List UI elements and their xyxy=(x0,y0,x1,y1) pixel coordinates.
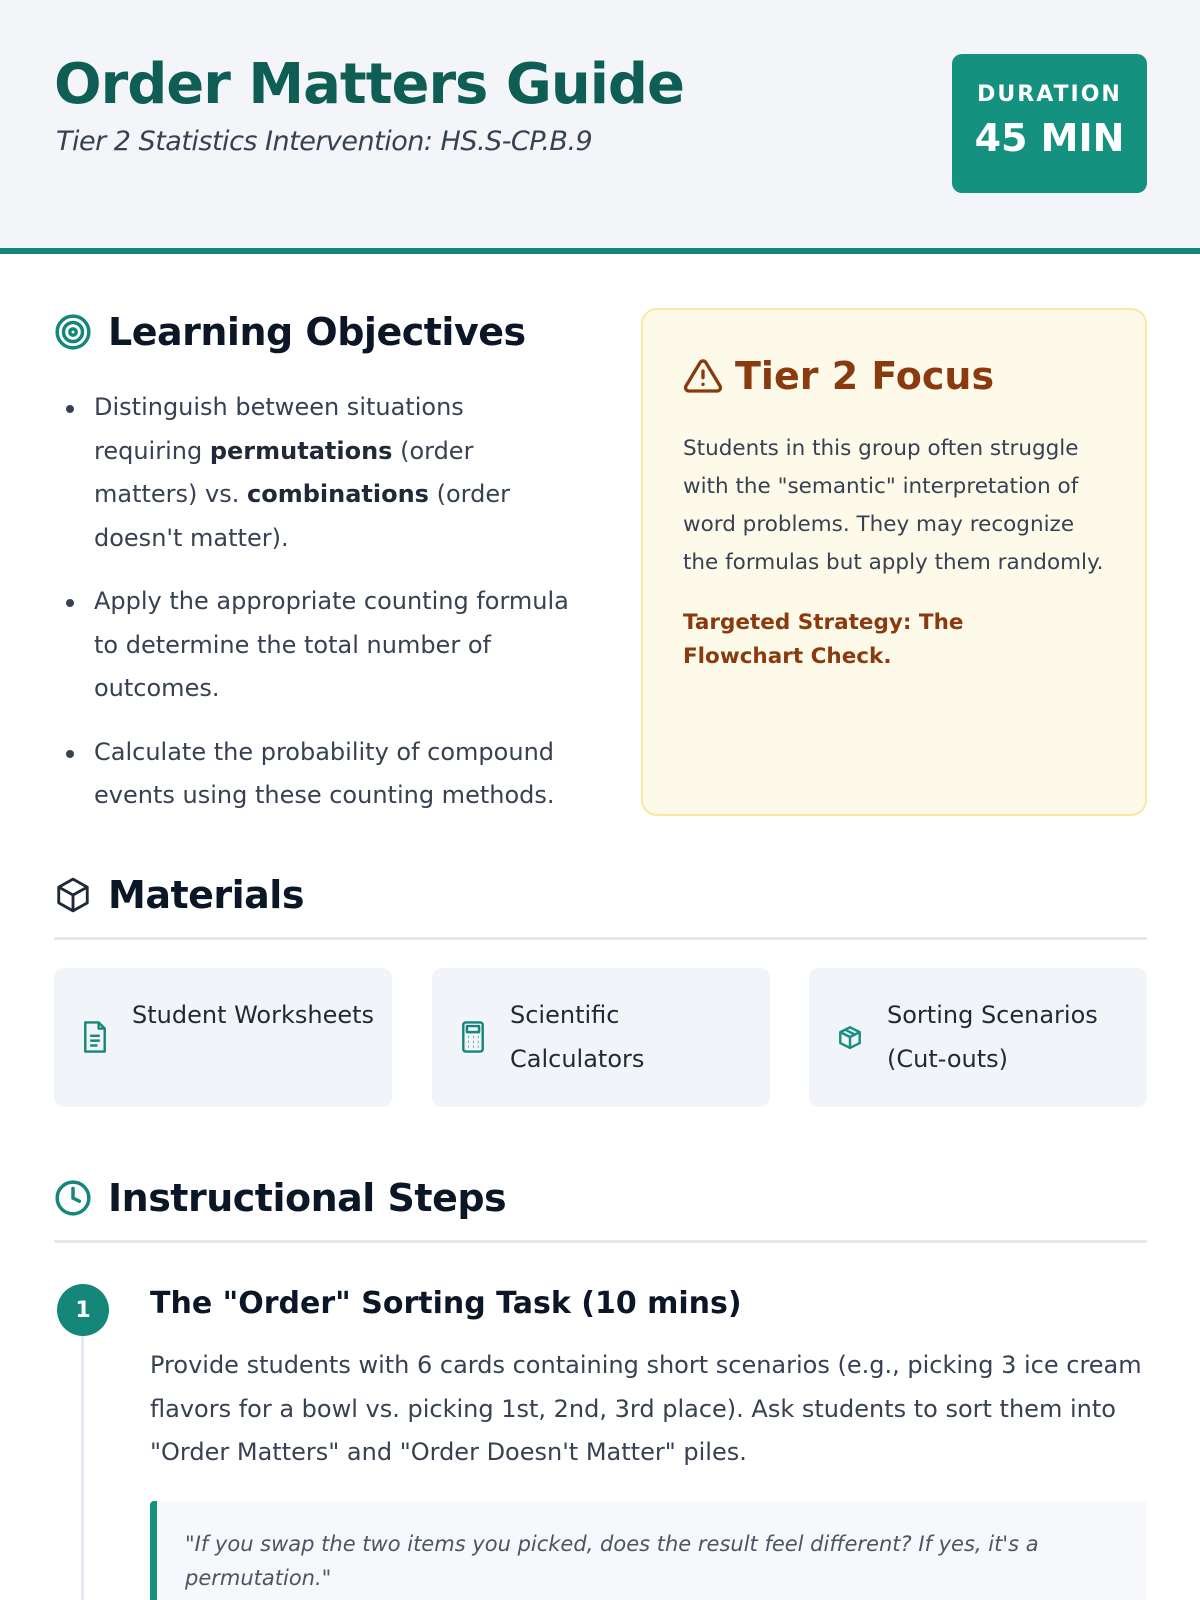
duration-label: DURATION xyxy=(977,82,1122,107)
document-icon xyxy=(80,1020,110,1054)
steps-title: Instructional Steps xyxy=(108,1176,507,1220)
objective-term-combinations: combinations xyxy=(247,480,429,508)
objective-text: (order doesn't matter). xyxy=(94,480,510,552)
material-card-scenarios xyxy=(809,968,1147,1107)
duration-badge xyxy=(952,54,1147,193)
materials-heading xyxy=(54,873,304,917)
page-title: Order Matters Guide xyxy=(54,52,684,117)
duration-value: 45 MIN xyxy=(974,116,1125,160)
objectives-list xyxy=(62,386,572,838)
page-header xyxy=(0,0,1200,254)
calculator-icon xyxy=(458,1020,488,1054)
objective-text: Distinguish between situations requiring xyxy=(94,393,464,465)
tier2-focus-card xyxy=(641,308,1147,816)
objective-text: (order matters) vs. xyxy=(94,436,474,508)
target-icon xyxy=(54,313,92,351)
step-description: Provide students with 6 cards containing short scenarios (e.g., picking 3 ice cream flavors for a bowl vs. picking 1st, 2nd, 3rd place). Ask students to sort them into "Order Matters" and "Order Doesn't Matter" piles. xyxy=(150,1351,1142,1466)
objectives-title: Learning Objectives xyxy=(108,310,526,354)
objectives-heading xyxy=(54,310,526,354)
material-label: Student Worksheets xyxy=(132,1001,375,1029)
materials-divider xyxy=(54,937,1147,940)
box-icon xyxy=(54,876,92,914)
cube-icon xyxy=(835,1020,865,1054)
materials-title: Materials xyxy=(108,873,304,917)
objective-item xyxy=(62,386,572,560)
warning-icon xyxy=(683,356,723,396)
focus-title: Tier 2 Focus xyxy=(735,354,995,398)
clock-icon xyxy=(54,1179,92,1217)
step-timeline xyxy=(81,1330,84,1600)
material-label: Sorting Scenarios (Cut-outs) xyxy=(887,1001,1098,1073)
step-quote xyxy=(150,1501,1147,1600)
material-card-worksheets xyxy=(54,968,392,1107)
steps-divider xyxy=(54,1240,1147,1243)
page-subtitle: Tier 2 Statistics Intervention: HS.S-CP.B.9 xyxy=(56,126,593,157)
objective-item: Apply the appropriate counting formula to determine the total number of outcomes. xyxy=(62,580,572,711)
focus-description: Students in this group often struggle with the "semantic" interpretation of word problems. They may recognize the formulas but apply them randomly. xyxy=(683,436,1104,575)
objective-term-permutations: permutations xyxy=(209,436,393,465)
step-title: The "Order" Sorting Task (10 mins) xyxy=(150,1286,742,1321)
step-number-badge: 1 xyxy=(57,1284,109,1336)
quote-text: "If you swap the two items you picked, does the result feel different? If yes, it's a permutation." xyxy=(185,1532,1039,1590)
objective-item: Calculate the probability of compound events using these counting methods. xyxy=(62,731,572,818)
material-card-calculators xyxy=(432,968,770,1107)
material-label: Scientific Calculators xyxy=(510,1001,645,1073)
steps-heading xyxy=(54,1176,506,1220)
focus-strategy: Targeted Strategy: The Flowchart Check. xyxy=(683,610,964,669)
focus-heading xyxy=(683,354,994,398)
